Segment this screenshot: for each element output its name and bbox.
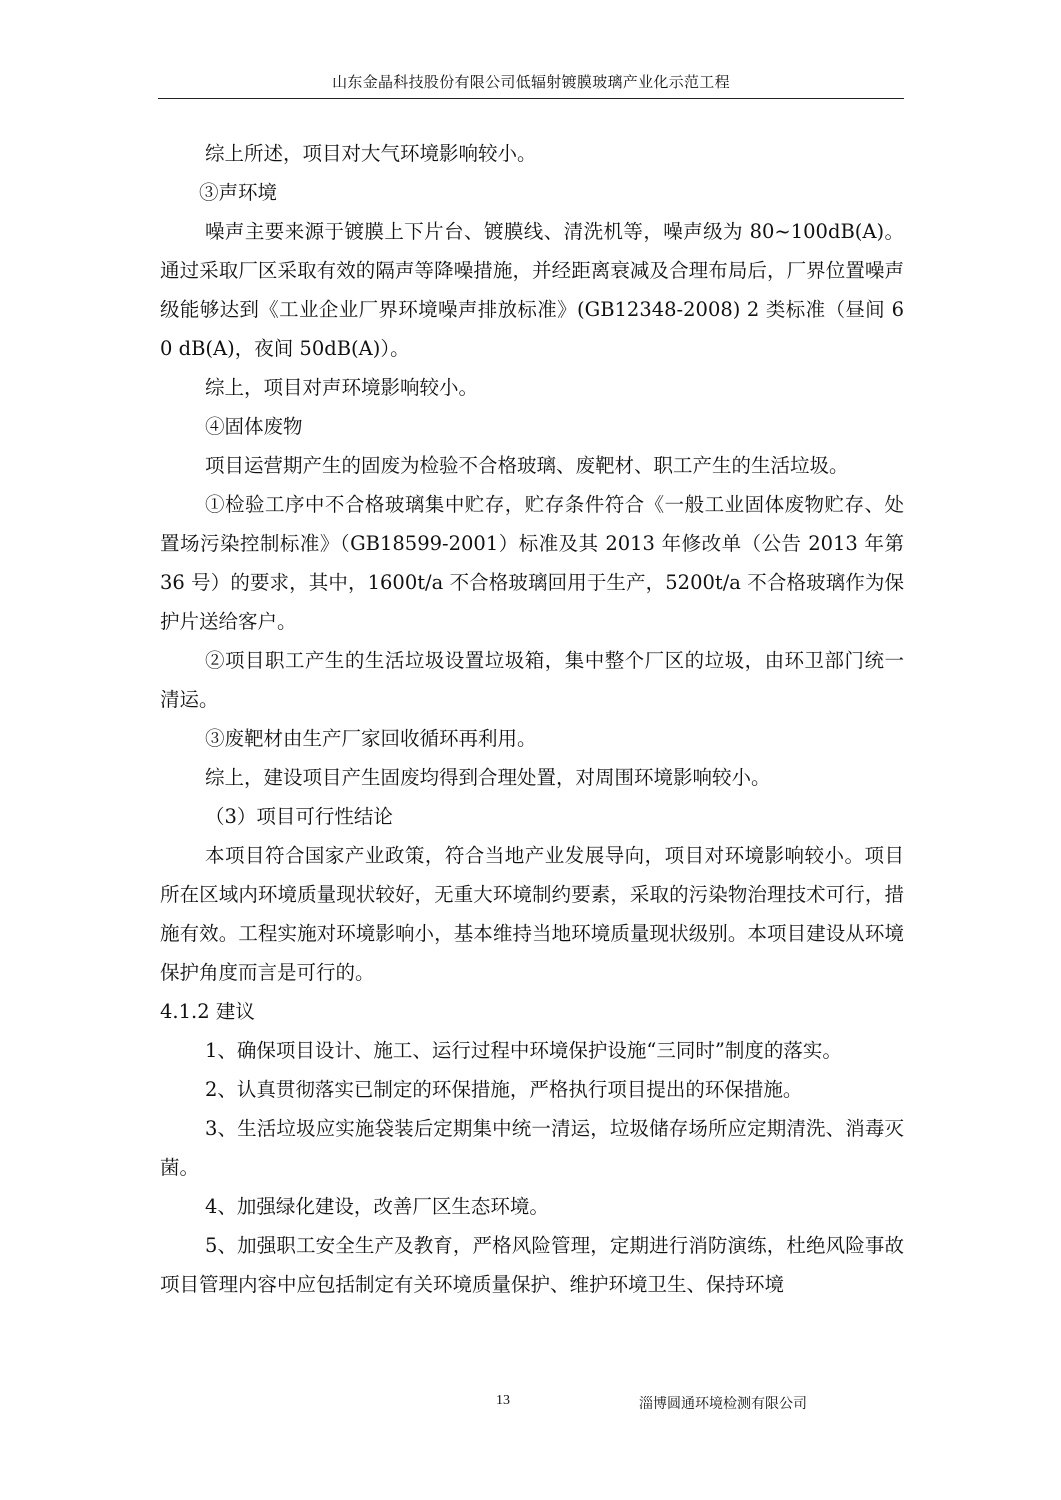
footer-organization: 淄博圆通环境检测有限公司 [639, 1396, 807, 1412]
section-heading-suggestions: 4.1.2 建议 [160, 1000, 255, 1023]
page-number: 13 [496, 1393, 510, 1408]
list-item: 5、加强职工安全生产及教育，严格风险管理，定期进行消防演练，杜绝风险事故项目管理内容中应包括制定有关环境质量保护、维护环境卫生、保持环境 [160, 1234, 904, 1296]
page-header-title: 山东金晶科技股份有限公司低辐射镀膜玻璃产业化示范工程 [332, 73, 730, 91]
paragraph: 综上，建设项目产生固废均得到合理处置，对周围环境影响较小。 [205, 766, 771, 789]
list-item: 4、加强绿化建设，改善厂区生态环境。 [205, 1195, 549, 1218]
paragraph: ②项目职工产生的生活垃圾设置垃圾箱，集中整个厂区的垃圾，由环卫部门统一清运。 [160, 649, 904, 711]
header-divider [158, 98, 904, 99]
section-heading-solid-waste: ④固体废物 [205, 415, 303, 438]
document-body [160, 134, 904, 1304]
paragraph: 综上所述，项目对大气环境影响较小。 [205, 142, 537, 165]
paragraph: 项目运营期产生的固废为检验不合格玻璃、废靶材、职工产生的生活垃圾。 [205, 454, 849, 477]
paragraph: 综上，项目对声环境影响较小。 [205, 376, 479, 399]
paragraph: 本项目符合国家产业政策，符合当地产业发展导向，项目对环境影响较小。项目所在区域内环境质量现状较好，无重大环境制约要素，采取的污染物治理技术可行，措施有效。工程实施对环境影响小，基本维持当地环境质量现状级别。本项目建设从环境保护角度而言是可行的。 [160, 844, 904, 984]
paragraph: ①检验工序中不合格玻璃集中贮存，贮存条件符合《一般工业固体废物贮存、处置场污染控制标准》（GB18599-2001）标准及其 2013 年修改单（公告 2013 年第 36 号）的要求，其中，1600t/a 不合格玻璃回用于生产，5200t/a 不合格玻璃作为保护片送给客户。 [160, 493, 904, 633]
section-heading-feasibility: （3）项目可行性结论 [205, 805, 393, 828]
list-item: 3、生活垃圾应实施袋装后定期集中统一清运，垃圾储存场所应定期清洗、消毒灭菌。 [160, 1117, 904, 1179]
section-heading-noise: ③声环境 [199, 181, 278, 204]
paragraph: 噪声主要来源于镀膜上下片台、镀膜线、清洗机等，噪声级为 80~100dB(A)。通过采取厂区采取有效的隔声等降噪措施，并经距离衰减及合理布局后，厂界位置噪声级能够达到《工业企业厂界环境噪声排放标准》(GB12348-2008) 2 类标准（昼间 60 dB(A)，夜间 50dB(A)）。 [160, 220, 904, 360]
list-item: 2、认真贯彻落实已制定的环保措施，严格执行项目提出的环保措施。 [205, 1078, 803, 1101]
list-item: 1、确保项目设计、施工、运行过程中环境保护设施“三同时”制度的落实。 [205, 1039, 842, 1062]
paragraph: ③废靶材由生产厂家回收循环再利用。 [205, 727, 537, 750]
